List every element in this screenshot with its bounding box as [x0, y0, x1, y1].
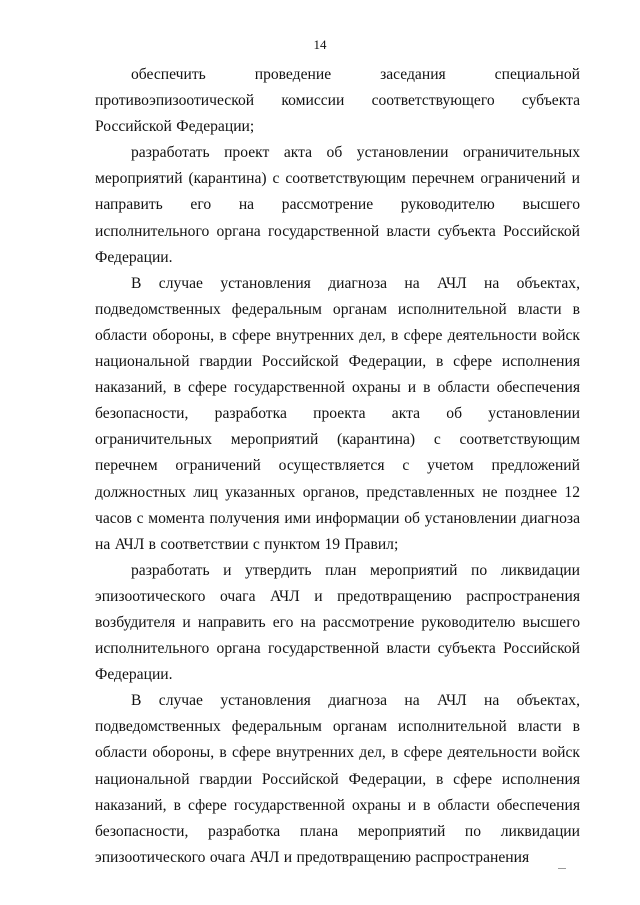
- paragraph-5: В случае установления диагноза на АЧЛ на объектах, подведомственных федеральным органам исполнительной власти в области обороны, в сфере внутренних дел, в сфере деятельности войск национальной гвардии Российской Федерации, в сфере исполнения наказаний, в сфере государственной охраны и в области обеспечения безопасности, разработка плана мероприятий по ликвидации эпизоотического очага АЧЛ и предотвращению распространения: [95, 692, 580, 866]
- paragraph-2: разработать проект акта об установлении ограничительных мероприятий (карантина) с соответствующим перечнем ограничений и направить его на рассмотрение руководителю высшего исполнительного органа государственной власти субъекта Российской Федерации.: [95, 144, 580, 266]
- document-body: [95, 62, 580, 871]
- paragraph-3: В случае установления диагноза на АЧЛ на объектах, подведомственных федеральным органам исполнительной власти в области обороны, в сфере внутренних дел, в сфере деятельности войск национальной гвардии Российской Федерации, в сфере исполнения наказаний, в сфере государственной охраны и в области обеспечения безопасности, разработка проекта акта об установлении ограничительных мероприятий (карантина) с соответствующим перечнем ограничений осуществляется с учетом предложений должностных лиц указанных органов, представленных не позднее 12 часов с момента получения ими информации об установлении диагноза на АЧЛ в соответствии с пунктом 19 Правил;: [95, 274, 580, 553]
- paragraph-1: обеспечить проведение заседания специальной противоэпизоотической комиссии соответствующего субъекта Российской Федерации;: [95, 66, 580, 136]
- scan-mark: [558, 868, 566, 869]
- page-number: 14: [313, 37, 327, 52]
- paragraph-4: разработать и утвердить план мероприятий по ликвидации эпизоотического очага АЧЛ и предотвращению распространения возбудителя и направить его на рассмотрение руководителю высшего исполнительного органа государственной власти субъекта Российской Федерации.: [95, 561, 580, 684]
